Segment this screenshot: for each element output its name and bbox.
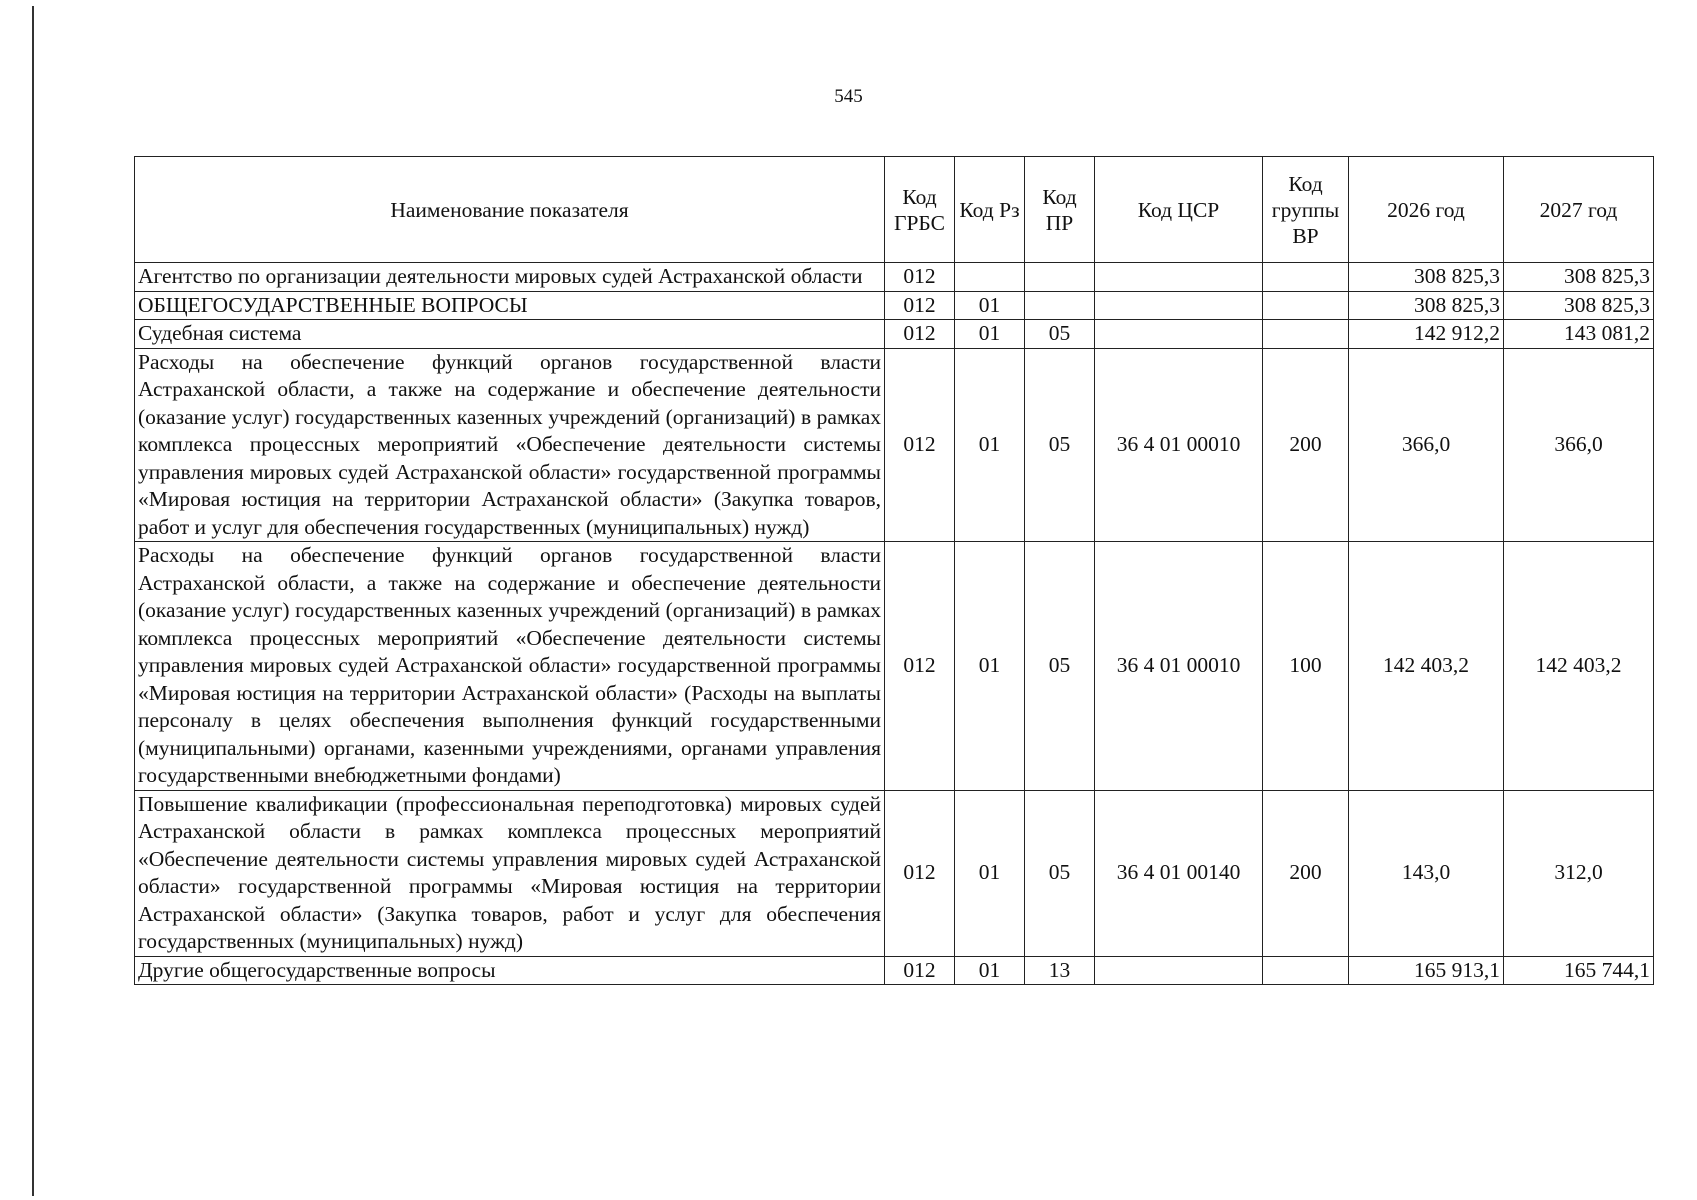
table-header-row — [135, 157, 1654, 263]
table-row — [135, 956, 1654, 985]
row-csr: 36 4 01 00010 — [1095, 348, 1263, 542]
header-name: Наименование показателя — [135, 157, 885, 263]
row-vr — [1263, 291, 1349, 320]
row-amount-2026: 143,0 — [1349, 790, 1504, 956]
row-amount-2026: 165 913,1 — [1349, 956, 1504, 985]
row-amount-2026: 308 825,3 — [1349, 263, 1504, 292]
row-pr: 05 — [1025, 320, 1095, 349]
row-csr: 36 4 01 00010 — [1095, 542, 1263, 791]
row-amount-2026: 142 403,2 — [1349, 542, 1504, 791]
row-csr — [1095, 320, 1263, 349]
header-grbs: Код ГРБС — [885, 157, 955, 263]
row-rz: 01 — [955, 542, 1025, 791]
budget-table — [134, 156, 1654, 985]
row-csr: 36 4 01 00140 — [1095, 790, 1263, 956]
header-csr: Код ЦСР — [1095, 157, 1263, 263]
row-grbs: 012 — [885, 790, 955, 956]
row-vr: 200 — [1263, 790, 1349, 956]
row-name: Расходы на обеспечение функций органов государственной власти Астраханской области, а также на содержание и обеспечение деятельности (оказание услуг) государственных казенных учреждений (организаций) в рамках комплекса процессных мероприятий «Обеспечение деятельности системы управления мировых судей Астраханской области» государственной программы «Мировая юстиция на территории Астраханской области» (Закупка товаров, работ и услуг для обеспечения государственных (муниципальных) нужд) — [135, 348, 885, 542]
row-name: ОБЩЕГОСУДАРСТВЕННЫЕ ВОПРОСЫ — [135, 291, 885, 320]
row-csr — [1095, 291, 1263, 320]
row-amount-2027: 142 403,2 — [1504, 542, 1654, 791]
row-grbs: 012 — [885, 956, 955, 985]
table-row — [135, 291, 1654, 320]
row-pr: 13 — [1025, 956, 1095, 985]
table-row — [135, 542, 1654, 791]
row-amount-2026: 142 912,2 — [1349, 320, 1504, 349]
row-pr — [1025, 263, 1095, 292]
row-amount-2026: 308 825,3 — [1349, 291, 1504, 320]
table-row — [135, 790, 1654, 956]
left-margin-line — [32, 6, 34, 1196]
row-amount-2027: 143 081,2 — [1504, 320, 1654, 349]
header-vr: Код группы ВР — [1263, 157, 1349, 263]
table-row — [135, 348, 1654, 542]
row-rz: 01 — [955, 348, 1025, 542]
header-pr: Код ПР — [1025, 157, 1095, 263]
row-grbs: 012 — [885, 263, 955, 292]
row-rz: 01 — [955, 790, 1025, 956]
row-csr — [1095, 956, 1263, 985]
row-vr — [1263, 320, 1349, 349]
row-vr — [1263, 263, 1349, 292]
page-number: 545 — [834, 86, 863, 107]
table-row — [135, 320, 1654, 349]
row-vr: 200 — [1263, 348, 1349, 542]
row-rz — [955, 263, 1025, 292]
row-amount-2027: 308 825,3 — [1504, 291, 1654, 320]
row-rz: 01 — [955, 291, 1025, 320]
row-amount-2027: 312,0 — [1504, 790, 1654, 956]
header-2027: 2027 год — [1504, 157, 1654, 263]
row-name: Агентство по организации деятельности мировых судей Астраханской области — [135, 263, 885, 292]
header-rz: Код Рз — [955, 157, 1025, 263]
row-csr — [1095, 263, 1263, 292]
row-pr: 05 — [1025, 790, 1095, 956]
row-name: Повышение квалификации (профессиональная переподготовка) мировых судей Астраханской области в рамках комплекса процессных мероприятий «Обеспечение деятельности системы управления мировых судей Астраханской области» государственной программы «Мировая юстиция на территории Астраханской области» (Закупка товаров, работ и услуг для обеспечения государственных (муниципальных) нужд) — [135, 790, 885, 956]
row-pr: 05 — [1025, 348, 1095, 542]
row-grbs: 012 — [885, 348, 955, 542]
row-rz: 01 — [955, 320, 1025, 349]
header-2026: 2026 год — [1349, 157, 1504, 263]
row-rz: 01 — [955, 956, 1025, 985]
row-amount-2027: 165 744,1 — [1504, 956, 1654, 985]
row-name: Другие общегосударственные вопросы — [135, 956, 885, 985]
table-row — [135, 263, 1654, 292]
row-grbs: 012 — [885, 542, 955, 791]
row-name: Судебная система — [135, 320, 885, 349]
row-grbs: 012 — [885, 320, 955, 349]
row-pr: 05 — [1025, 542, 1095, 791]
row-name: Расходы на обеспечение функций органов государственной власти Астраханской области, а также на содержание и обеспечение деятельности (оказание услуг) государственных казенных учреждений (организаций) в рамках комплекса процессных мероприятий «Обеспечение деятельности системы управления мировых судей Астраханской области» государственной программы «Мировая юстиция на территории Астраханской области» (Расходы на выплаты персоналу в целях обеспечения выполнения функций государственными (муниципальными) органами, казенными учреждениями, органами управления государственными внебюджетными фондами) — [135, 542, 885, 791]
row-vr: 100 — [1263, 542, 1349, 791]
row-vr — [1263, 956, 1349, 985]
row-grbs: 012 — [885, 291, 955, 320]
row-pr — [1025, 291, 1095, 320]
row-amount-2027: 308 825,3 — [1504, 263, 1654, 292]
row-amount-2026: 366,0 — [1349, 348, 1504, 542]
row-amount-2027: 366,0 — [1504, 348, 1654, 542]
